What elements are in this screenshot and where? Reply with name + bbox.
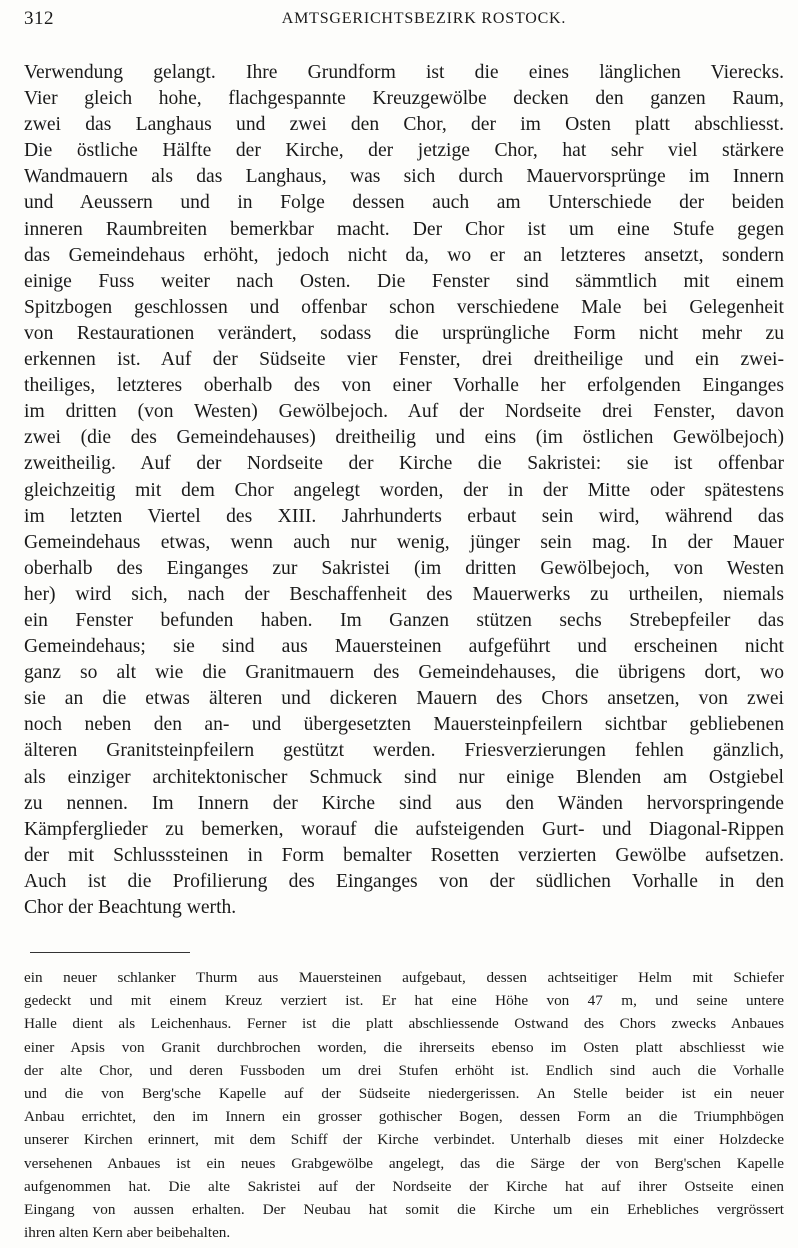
text-line: Chor der Beachtung werth. <box>24 897 237 918</box>
text-line: Die östliche Hälfte der Kirche, der jetzige Chor, hat sehr viel stärkere <box>24 140 784 162</box>
footnote-line: gedeckt und mit einem Kreuz verziert ist. Er hat eine Höhe von 47 m, und seine untere <box>24 992 784 1010</box>
text-line: Kämpferglieder zu bemerken, worauf die aufsteigenden Gurt- und Diagonal-Rippen <box>24 818 784 840</box>
page-header <box>24 8 784 34</box>
text-line: her) wird sich, nach der Beschaffenheit des Mauerwerks zu urtheilen, niemals <box>24 583 784 605</box>
text-line: Spitzbogen geschlossen und offenbar schon verschiedene Male bei Gelegenheit <box>24 296 784 318</box>
footnote-divider <box>30 952 190 953</box>
text-line: im letzten Viertel des XIII. Jahrhunderts erbaut sein wird, während das <box>24 505 784 527</box>
text-line: einige Fuss weiter nach Osten. Die Fenster sind sämmtlich mit einem <box>24 270 784 292</box>
text-line: zwei (die des Gemeindehauses) dreitheilig und eins (im östlichen Gewölbejoch) <box>24 427 784 449</box>
text-line: oberhalb des Einganges zur Sakristei (im dritten Gewölbejoch, von Westen <box>24 557 784 579</box>
page-number: 312 <box>24 8 54 29</box>
footnote-line: aufgenommen hat. Die alte Sakristei auf der Nordseite der Kirche hat auf ihrer Ostseite einen <box>24 1177 784 1195</box>
text-line: inneren Raumbreiten bemerkbar macht. Der Chor ist um eine Stufe gegen <box>24 218 784 240</box>
footnote-line: versehenen Anbaues ist ein neues Grabgewölbe angelegt, das die Särge der von Berg'schen Kapelle <box>24 1154 784 1172</box>
main-text-block <box>24 60 784 921</box>
text-line: älteren Granitsteinpfeilern gestützt werden. Friesverzierungen fehlen gänzlich, <box>24 740 784 762</box>
text-line: Wandmauern als das Langhaus, was sich durch Mauervorsprünge im Innern <box>24 166 784 188</box>
text-line: sie an die etwas älteren und dickeren Mauern des Chors ansetzen, von zwei <box>24 688 784 710</box>
text-line: Verwendung gelangt. Ihre Grundform ist die eines länglichen Vierecks. <box>24 62 784 83</box>
text-line: Auch ist die Profilierung des Einganges von der südlichen Vorhalle in den <box>24 870 784 892</box>
footnote-line: ein neuer schlanker Thurm aus Mauersteinen aufgebaut, dessen achtseitiger Helm mit Schiefer <box>24 969 784 986</box>
footnote-line: Anbau errichtet, den im Innern ein grosser gothischer Bogen, dessen Form an die Triumphbögen <box>24 1108 784 1126</box>
footnote-line: der alte Chor, und deren Fussboden um drei Stufen erhöht ist. Endlich sind auch die Vorhalle <box>24 1061 784 1079</box>
text-line: das Gemeindehaus erhöht, jedoch nicht da, wo er an letzteres ansetzt, sondern <box>24 244 784 266</box>
text-line: von Restaurationen verändert, sodass die ursprüngliche Form nicht mehr zu <box>24 322 784 344</box>
footnote-block <box>24 966 784 1244</box>
text-line: theiliges, letzteres oberhalb des von einer Vorhalle her erfolgenden Einganges <box>24 375 784 397</box>
footnote-line: Eingang von aussen erhalten. Der Neubau hat somit die Kirche um ein Erhebliches vergrössert <box>24 1200 784 1218</box>
text-line: erkennen ist. Auf der Südseite vier Fenster, drei dreitheilige und ein zwei- <box>24 349 784 371</box>
text-line: ein Fenster befunden haben. Im Ganzen stützen sechs Strebepfeiler das <box>24 609 784 631</box>
footnote-line: ihren alten Kern aber beibehalten. <box>24 1224 231 1242</box>
text-line: zwei das Langhaus und zwei den Chor, der im Osten platt abschliesst. <box>24 114 784 136</box>
text-line: zu nennen. Im Innern der Kirche sind aus den Wänden hervorspringende <box>24 792 784 814</box>
running-head: AMTSGERICHTSBEZIRK ROSTOCK. <box>281 10 567 27</box>
footnote-line: unserer Kirchen erinnert, mit dem Schiff der Kirche verbindet. Unterhalb dieses mit einer Holzdecke <box>24 1131 784 1149</box>
text-line: der mit Schlusssteinen in Form bemalter Rosetten verzierten Gewölbe aufsetzen. <box>24 844 784 866</box>
text-line: zweitheilig. Auf der Nordseite der Kirche die Sakristei: sie ist offenbar <box>24 453 784 475</box>
text-line: Gemeindehaus; sie sind aus Mauersteinen aufgeführt und erscheinen nicht <box>24 636 784 658</box>
text-line: noch neben den an- und übergesetzten Mauersteinpfeilern sichtbar gebliebenen <box>24 714 784 736</box>
footnote-line: und die von Berg'sche Kapelle auf der Südseite niedergerissen. An Stelle beider ist ein neuer <box>24 1084 784 1102</box>
text-line: im dritten (von Westen) Gewölbejoch. Auf der Nordseite drei Fenster, davon <box>24 401 784 423</box>
text-line: als einziger architektonischer Schmuck sind nur einige Blenden am Ostgiebel <box>24 766 784 788</box>
text-line: gleichzeitig mit dem Chor angelegt worden, der in der Mitte oder spätestens <box>24 479 784 501</box>
text-line: Vier gleich hohe, flachgespannte Kreuzgewölbe decken den ganzen Raum, <box>24 88 784 110</box>
footnote-line: Halle dient als Leichenhaus. Ferner ist die platt abschliessende Ostwand des Chors zwecks Anbaues <box>24 1015 784 1033</box>
text-line: Gemeindehaus etwas, wenn auch nur wenig, jünger sein mag. In der Mauer <box>24 531 784 553</box>
footnote-line: einer Apsis von Granit durchbrochen worden, die ihrerseits ebenso im Osten platt abschliesst wie <box>24 1038 784 1056</box>
text-line: ganz so alt wie die Granitmauern des Gemeindehauses, die übrigens dort, wo <box>24 662 784 684</box>
text-line: und Aeussern und in Folge dessen auch am Unterschiede der beiden <box>24 192 784 214</box>
